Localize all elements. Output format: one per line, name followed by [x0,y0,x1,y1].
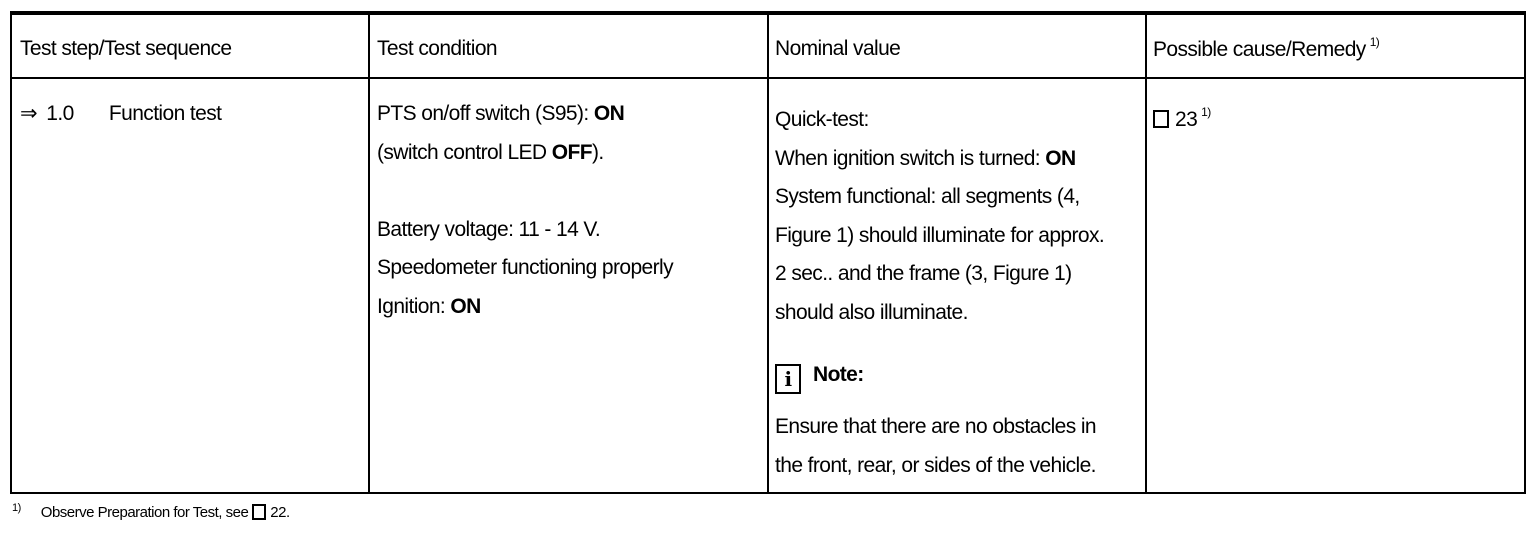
condition-line-4: Speedometer functioning properly [377,256,673,279]
step-number: 1.0 [46,102,74,125]
nominal-value-cell [775,95,1104,485]
nominal-line-3: System functional: all segments (4, [775,185,1080,208]
note-line-2: the front, rear, or sides of the vehicle. [775,453,1096,477]
footnote-text: Observe Preparation for Test, see [40,504,249,521]
remedy-reference[interactable] [1153,95,1211,134]
condition-line-1: PTS on/off switch (S95): ON [377,102,625,125]
header-possible-cause [1153,37,1379,62]
nominal-line-2: When ignition switch is turned: ON [775,146,1076,170]
footnote-mark: 1) [12,502,21,514]
remedy-cell [1153,95,1211,134]
test-condition-cell [377,95,673,326]
note-label: Note: [813,363,864,386]
condition-line-5: Ignition: ON [377,294,481,318]
header-nominal-value-label: Nominal value [775,37,901,60]
test-table [10,11,1526,494]
footnote [12,502,290,521]
note-heading [775,356,1104,408]
header-test-step-label: Test step/Test sequence [20,37,232,60]
page-reference-box-icon [252,504,266,520]
nominal-line-6: should also illuminate. [775,300,968,324]
header-test-condition-label: Test condition [377,37,498,60]
page-reference-box-icon [1153,110,1169,128]
column-divider-2 [767,15,769,492]
condition-line-2: (switch control LED OFF). [377,140,604,164]
header-possible-cause-label: Possible cause/Remedy [1153,38,1366,61]
remedy-footnote-mark: 1) [1201,105,1211,119]
info-icon: i [775,364,801,394]
header-nominal-value [775,37,900,61]
nominal-line-4: Figure 1) should illuminate for approx. [775,223,1105,247]
arrow-icon: ⇒ [20,102,37,125]
nominal-line-1: Quick-test: [775,108,869,131]
header-test-step [20,37,232,61]
note-line-1: Ensure that there are no obstacles in [775,415,1097,438]
header-test-condition [377,37,497,61]
condition-line-3: Battery voltage: 11 - 14 V. [377,217,601,241]
header-divider [12,77,1524,79]
column-divider-1 [368,15,370,492]
nominal-line-5: 2 sec.. and the frame (3, Figure 1) [775,262,1072,285]
header-footnote-mark: 1) [1369,35,1380,49]
test-step-cell [20,95,221,134]
step-name: Function test [108,102,222,125]
footnote-ref-page[interactable]: 22. [270,504,290,521]
column-divider-3 [1145,15,1147,492]
remedy-ref-page: 23 [1175,108,1198,131]
